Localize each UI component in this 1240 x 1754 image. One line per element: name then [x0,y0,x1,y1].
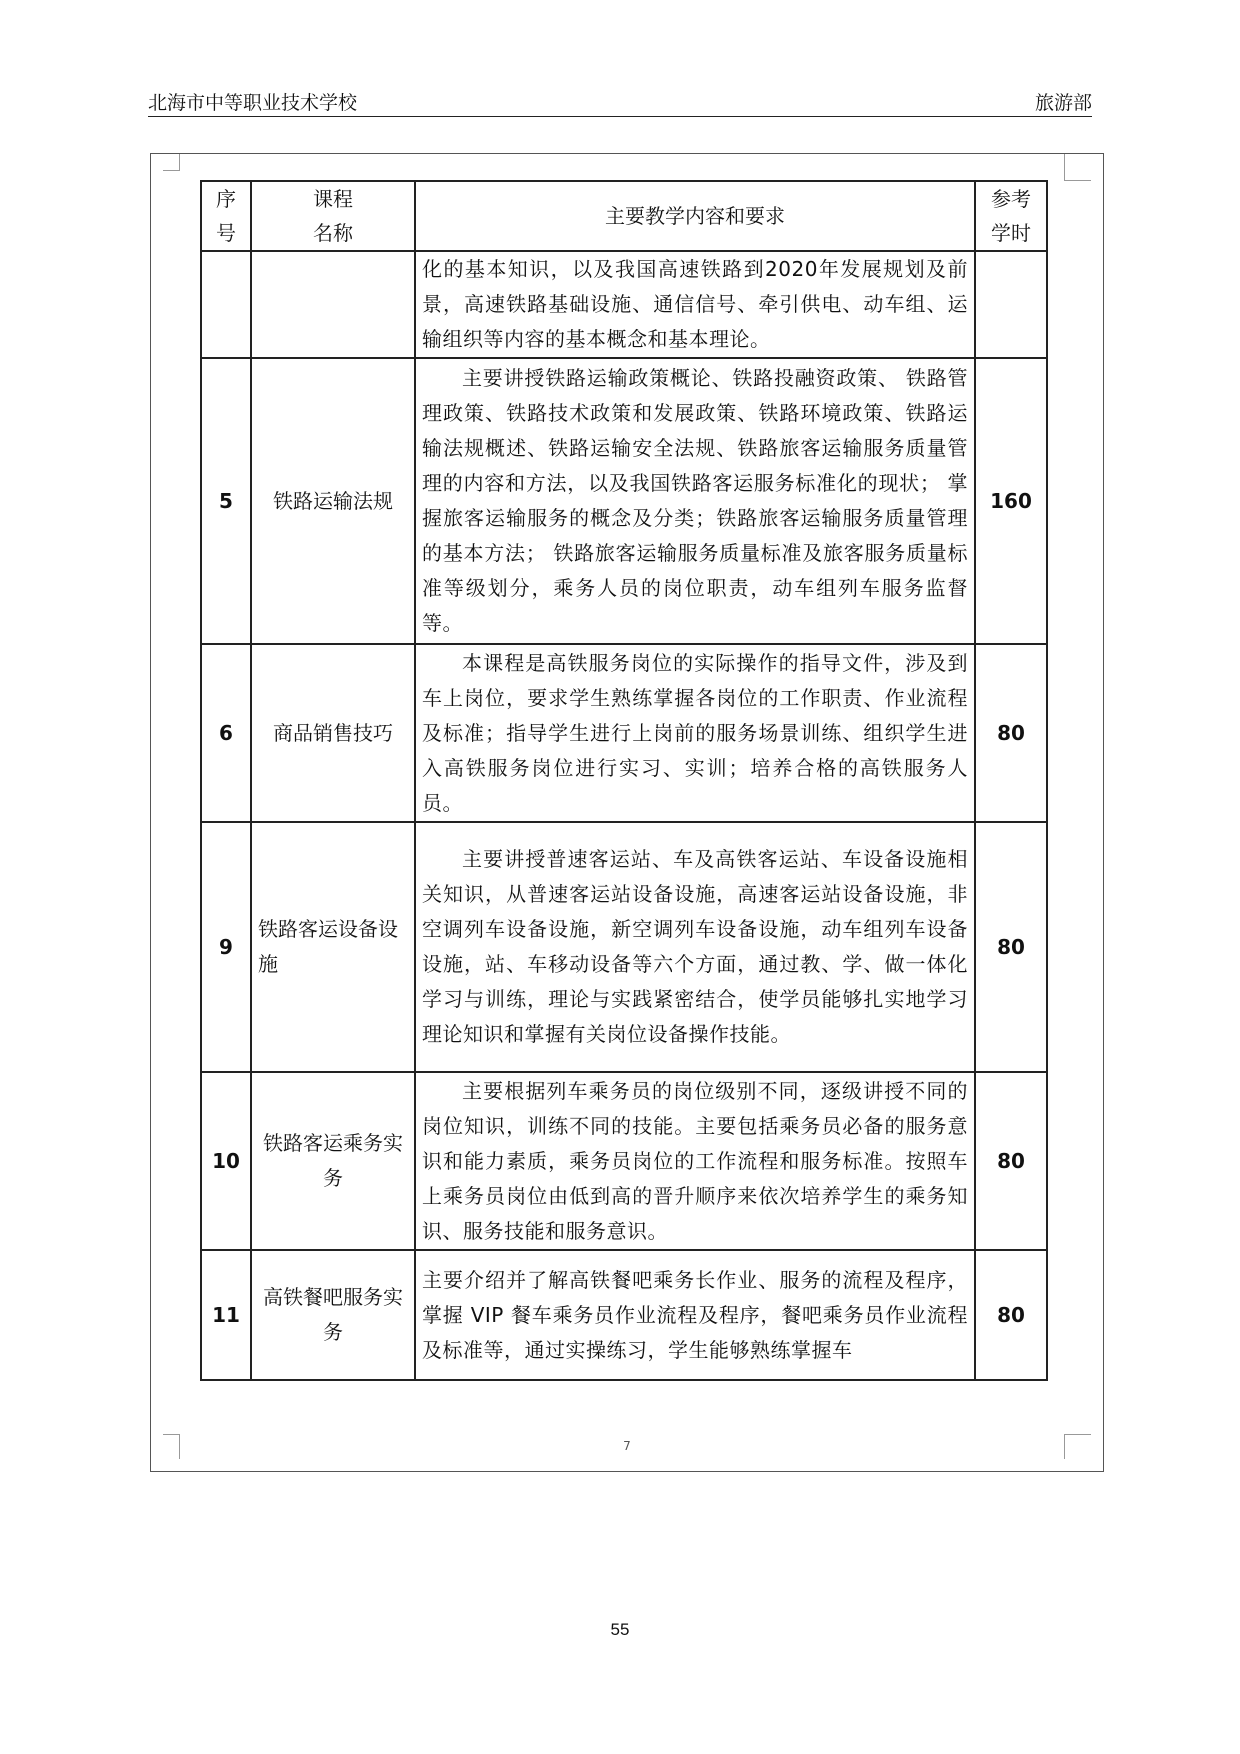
row-no: 11 [201,1250,251,1380]
crop-mark-top-left [163,154,180,171]
table-row [201,1072,1047,1250]
row-course-name: 铁路运输法规 [251,358,415,644]
inner-page-number: 7 [623,1439,631,1453]
table-row [201,1250,1047,1380]
department-name: 旅游部 [1034,92,1092,114]
row-content: 本课程是高铁服务岗位的实际操作的指导文件，涉及到车上岗位，要求学生熟练掌握各岗位的工作职责、作业流程及标准；指导学生进行上岗前的服务场景训练、组织学生进入高铁服务岗位进行实习、实训；培养合格的高铁服务人员。 [415,644,975,822]
row-hours: 80 [975,822,1047,1072]
header-no: 序 号 [201,181,251,251]
row-hours: 80 [975,1250,1047,1380]
table-header-row [201,181,1047,251]
row-hours [975,251,1047,358]
row-course-name: 铁路客运乘务实务 [251,1072,415,1250]
row-no: 10 [201,1072,251,1250]
page-number: 55 [610,1620,630,1639]
row-course-name [251,251,415,358]
course-table [200,180,1048,1381]
row-hours: 80 [975,644,1047,822]
crop-mark-top-right [1064,154,1091,181]
header-course-name: 课程 名称 [251,181,415,251]
table-row [201,822,1047,1072]
row-content: 化的基本知识，以及我国高速铁路到2020年发展规划及前景，高速铁路基础设施、通信信号、牵引供电、动车组、运输组织等内容的基本概念和基本理论。 [415,251,975,358]
header-hours: 参考 学时 [975,181,1047,251]
row-content: 主要介绍并了解高铁餐吧乘务长作业、服务的流程及程序，掌握 VIP 餐车乘务员作业流程及程序，餐吧乘务员作业流程及标准等，通过实操练习，学生能够熟练掌握车 [415,1250,975,1380]
row-no: 6 [201,644,251,822]
row-course-name: 高铁餐吧服务实务 [251,1250,415,1380]
row-content: 主要讲授普速客运站、车及高铁客运站、车设备设施相关知识，从普速客运站设备设施，高速客运站设备设施，非空调列车设备设施，新空调列车设备设施，动车组列车设备设施，站、车移动设备等六个方面，通过教、学、做一体化学习与训练，理论与实践紧密结合，使学员能够扎实地学习理论知识和掌握有关岗位设备操作技能。 [415,822,975,1072]
table-row [201,358,1047,644]
row-course-name: 商品销售技巧 [251,644,415,822]
row-no: 5 [201,358,251,644]
school-name: 北海市中等职业技术学校 [148,92,358,114]
header-content: 主要教学内容和要求 [415,181,975,251]
row-course-name: 铁路客运设备设施 [251,822,415,1072]
row-content: 主要讲授铁路运输政策概论、铁路投融资政策、 铁路管理政策、铁路技术政策和发展政策、铁路环境政策、铁路运输法规概述、铁路运输安全法规、铁路旅客运输服务质量管理的内容和方法，以及我国铁路客运服务标准化的现状； 掌握旅客运输服务的概念及分类；铁路旅客运输服务质量管理的基本方法； 铁路旅客运输服务质量标准及旅客服务质量标准等级划分，乘务人员的岗位职责，动车组列车服务监督等。 [415,358,975,644]
table-row [201,251,1047,358]
row-hours: 80 [975,1072,1047,1250]
page-header [148,86,1092,117]
row-content: 主要根据列车乘务员的岗位级别不同，逐级讲授不同的岗位知识，训练不同的技能。主要包括乘务员必备的服务意识和能力素质，乘务员岗位的工作流程和服务标准。按照车上乘务员岗位由低到高的晋升顺序来依次培养学生的乘务知识、服务技能和服务意识。 [415,1072,975,1250]
row-no [201,251,251,358]
row-no: 9 [201,822,251,1072]
table-row [201,644,1047,822]
row-hours: 160 [975,358,1047,644]
